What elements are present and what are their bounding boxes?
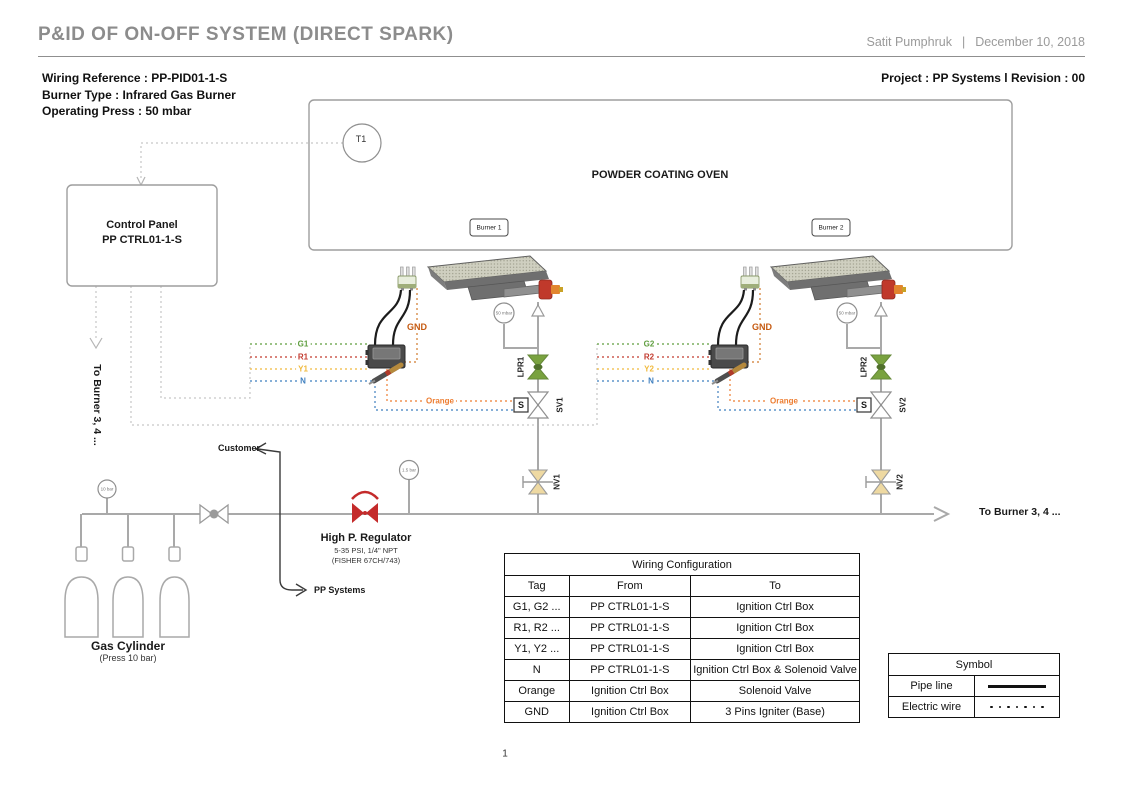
regulator-spec1: 5-35 PSI, 1/4" NPT [334,546,398,555]
instrument-circles [98,124,857,498]
flow-arrows [532,305,887,316]
lpr1-valve [528,355,548,379]
t1-label: T1 [355,134,367,144]
author-date [866,35,1085,49]
nv1-valve [523,470,553,494]
wire-n2-label: N [648,376,654,386]
gauge-1-5bar-label: 1.5 bar [401,467,417,473]
control-panel-label [102,218,182,248]
lpr2-valve [871,355,891,379]
wire-y1-label: Y1 [298,364,308,374]
table-row: R1, R2 ... PP CTRL01-1-S Ignition Ctrl Box [505,618,860,639]
table-row [889,697,1060,718]
to-burner-right-label: To Burner 3, 4 ... [979,506,1061,518]
wire-orange1-label: Orange [425,396,455,406]
sv2-s-letter: S [860,400,868,410]
wire-g2-label: G2 [643,339,655,349]
wire-r1-label: R1 [297,352,309,362]
symbol-pipe-line-sample [975,676,1060,697]
wiring-reference: Wiring Reference : PP-PID01-1-S [42,71,228,85]
sv1-s-letter: S [517,400,525,410]
pp-systems-label: PP Systems [314,585,366,595]
table-row: Orange Ignition Ctrl Box Solenoid Valve [505,681,860,702]
burner2-tag: Burner 2 [818,224,844,232]
operating-press: Operating Press : 50 mbar [42,104,192,118]
gas-cylinder-title: Gas Cylinder [90,639,166,653]
gauge-50mbar-2-label: 50 mbar [838,310,856,316]
burner-1-graphic [428,256,563,300]
wiring-configuration-table [504,553,860,723]
author-date-separator: | [961,35,966,49]
wiring-table-title: Wiring Configuration [505,554,860,576]
sv1-label: SV1 [555,397,565,413]
symbol-table-title: Symbol [889,654,1060,676]
control-panel-line2: PP CTRL01-1-S [102,234,182,246]
symbol-electric-wire-sample [975,697,1060,718]
wire-y2-label: Y2 [644,364,654,374]
wire-gnd1-label: GND [407,322,427,332]
wire-gnd [405,288,760,362]
to-burner-left-label: To Burner 3, 4 ... [91,364,103,446]
gas-cylinders [65,547,189,637]
col-to: To [691,576,860,597]
customer-label: Customer [218,443,261,453]
col-from: From [569,576,691,597]
page-title: P&ID OF ON-OFF SYSTEM (DIRECT SPARK) [38,24,454,45]
high-pressure-regulator [352,492,378,523]
author-name: Satit Pumphruk [866,35,952,49]
lpr1-label: LPR1 [516,356,526,378]
symbol-pipe-line-label: Pipe line [889,676,975,697]
page-number: 1 [502,748,508,760]
gauge-50mbar-1-label: 50 mbar [495,310,513,316]
pipe-main-arrow [934,507,948,521]
header-divider [38,56,1085,57]
branch-lines [256,443,306,596]
date-text: December 10, 2018 [975,35,1085,49]
sv2-label: SV2 [898,397,908,413]
table-row: GND Ignition Ctrl Box 3 Pins Igniter (Base) [505,702,860,723]
burner-2-graphic [771,256,906,300]
symbol-electric-wire-label: Electric wire [889,697,975,718]
project-revision: Project : PP Systems l Revision : 00 [881,71,1085,85]
wire-g1-label: G1 [297,339,309,349]
nv2-label: NV2 [895,474,905,490]
meta-left [42,70,236,120]
lpr2-label: LPR2 [859,356,869,378]
gas-pipes [81,302,948,547]
nv2-valve [866,470,896,494]
wire-n [250,381,858,413]
wire-gnd2-label: GND [752,322,772,332]
oven-label: POWDER COATING OVEN [591,169,729,181]
gas-cylinder-subtitle: (Press 10 bar) [99,653,157,663]
gauge-10bar-label: 10 bar [100,486,114,492]
burner1-tag: Burner 1 [476,224,502,232]
ball-valve [200,505,228,523]
table-row: N PP CTRL01-1-S Ignition Ctrl Box & Solenoid Valve [505,660,860,681]
col-tag: Tag [505,576,570,597]
burner-type: Burner Type : Infrared Gas Burner [42,87,236,102]
regulator-title: High P. Regulator [320,532,412,544]
control-panel-line1: Control Panel [106,219,178,231]
regulator-spec2: (FISHER 67CH/743) [331,556,401,565]
table-row: G1, G2 ... PP CTRL01-1-S Ignition Ctrl Box [505,597,860,618]
table-row [889,676,1060,697]
wire-orange2-label: Orange [769,396,799,406]
symbol-table [888,653,1060,718]
nv1-label: NV1 [552,474,562,490]
wire-r2-label: R2 [643,352,655,362]
wire-n1-label: N [300,376,306,386]
table-row: Y1, Y2 ... PP CTRL01-1-S Ignition Ctrl Box [505,639,860,660]
